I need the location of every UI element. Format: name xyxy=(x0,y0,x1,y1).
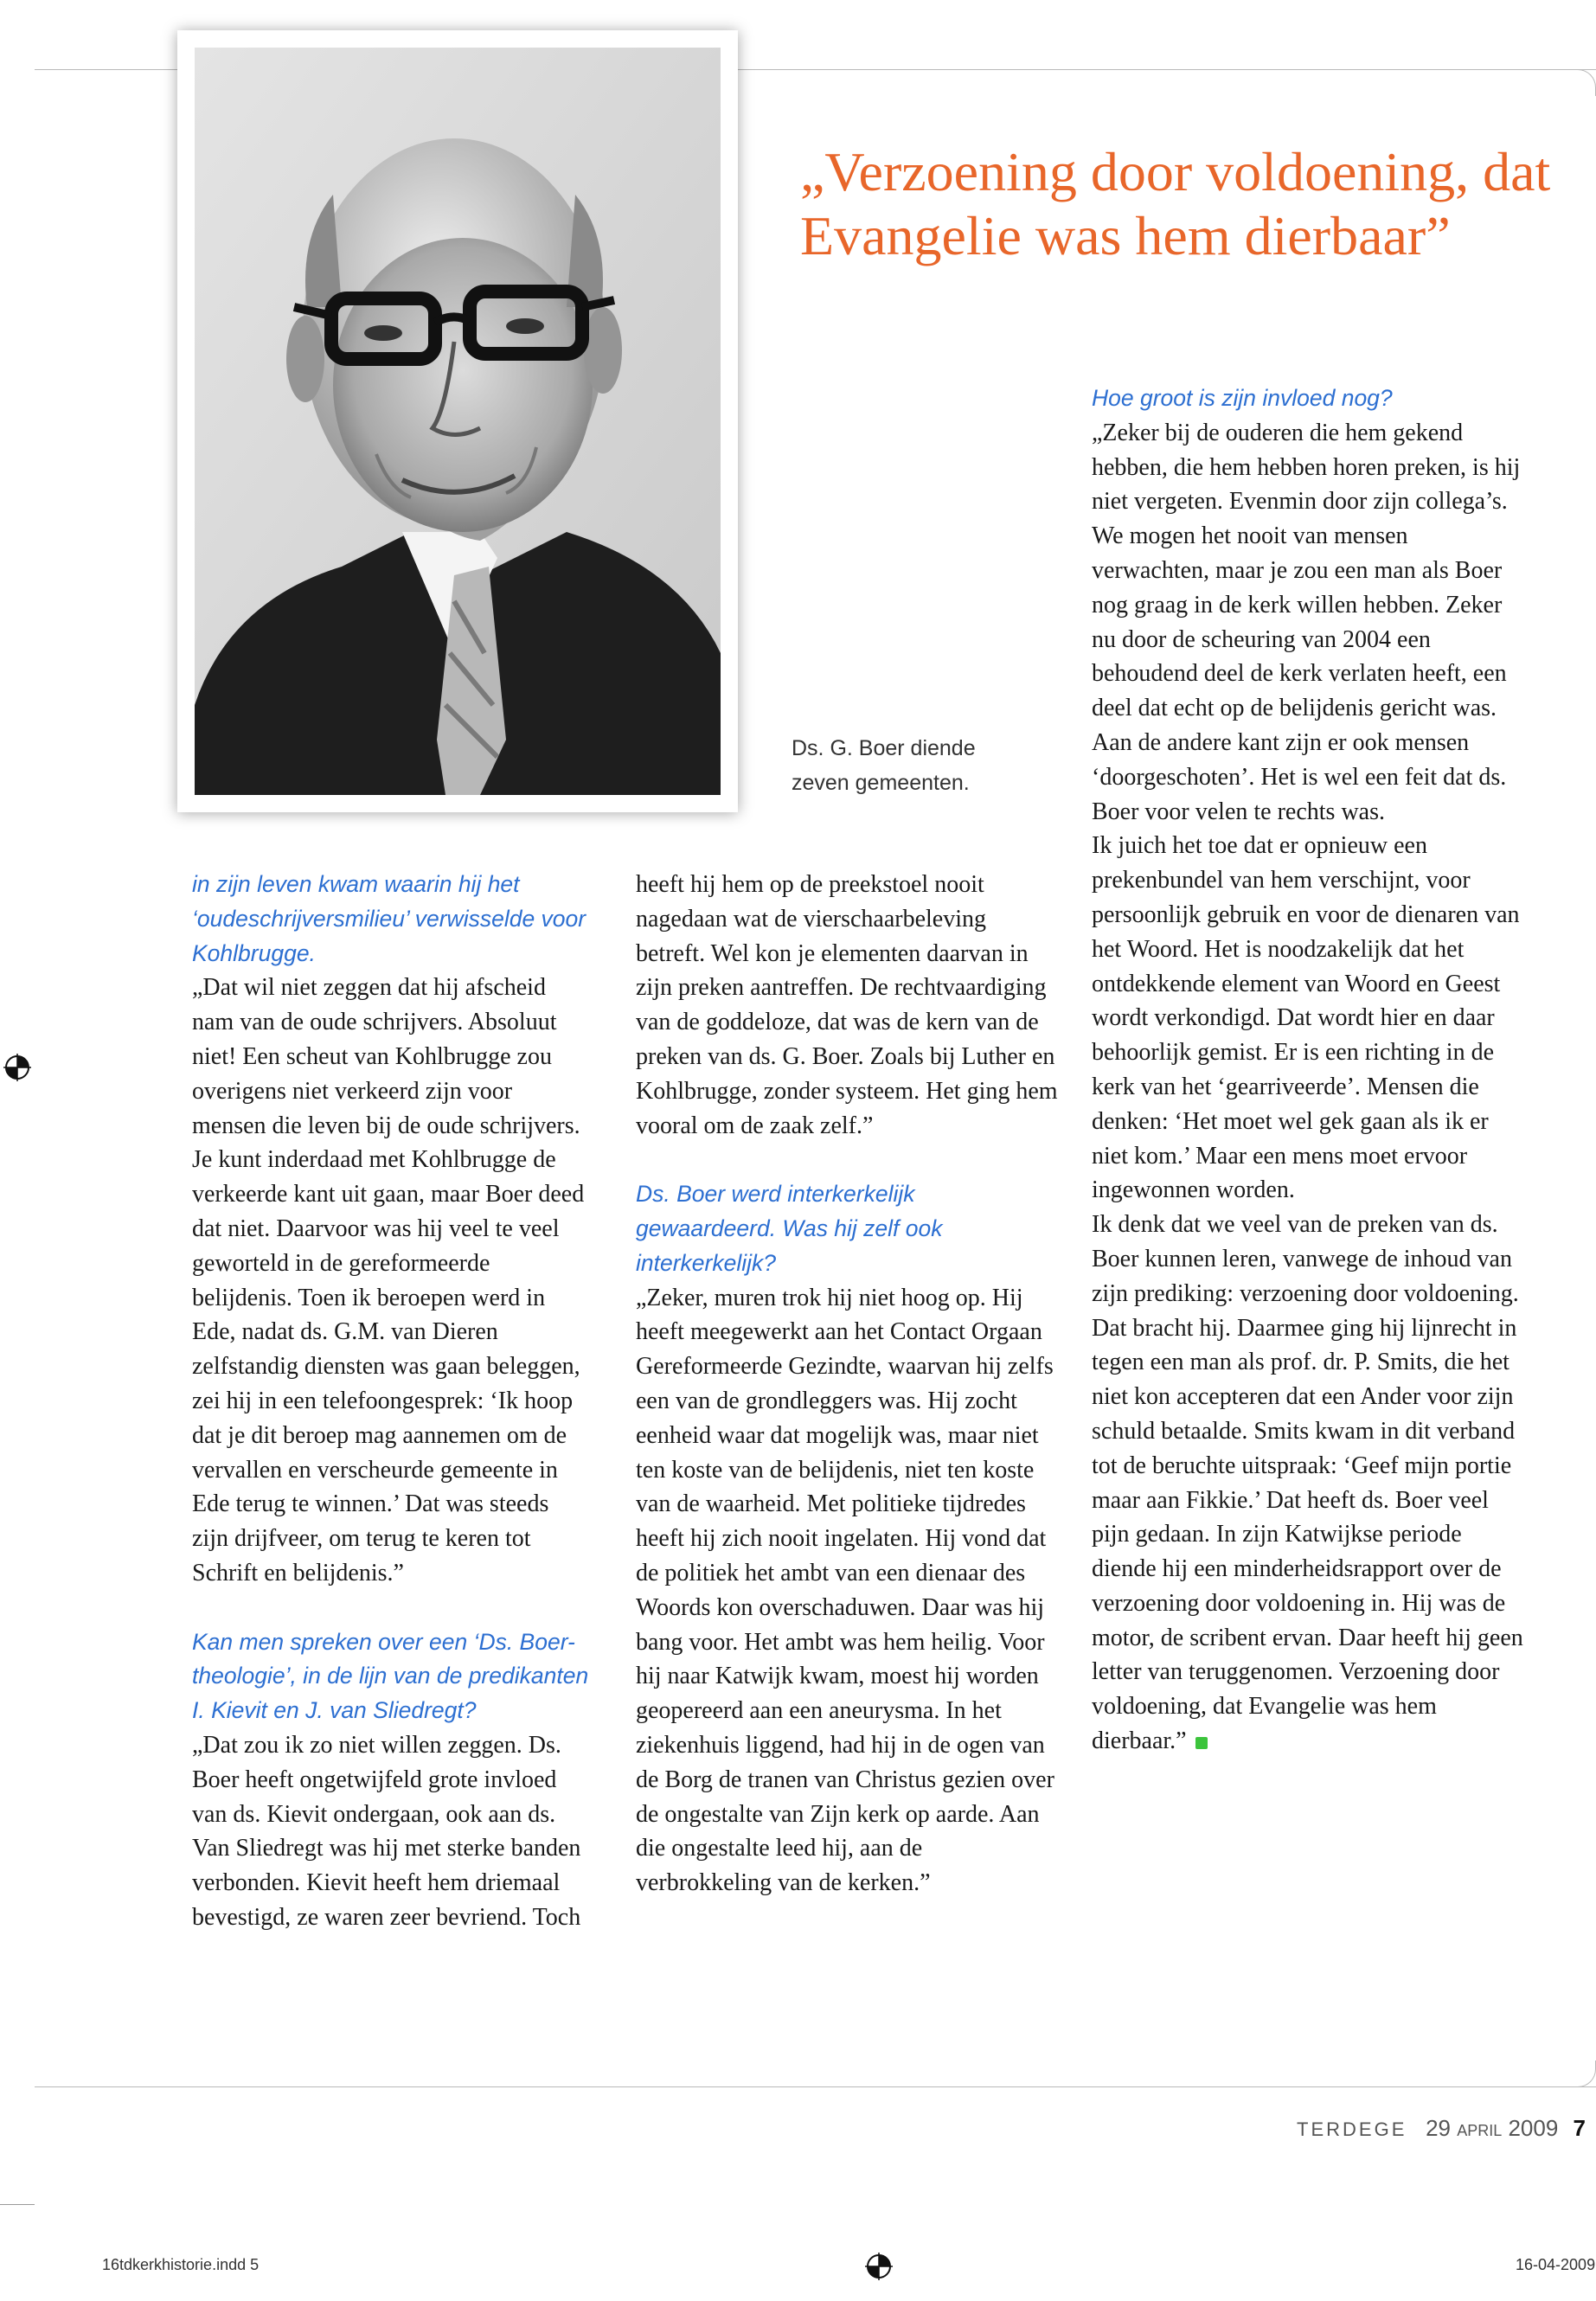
paragraph: heeft hij hem op de preekstoel nooit nagedaan wat de vierschaarbeleving betreft. Wel kon je elementen daarvan in zijn preken aantreffen. De rechtvaardiging van de goddeloze, dat was de kern van de preken van ds. G. Boer. Zoals bij Luther en Kohlbrugge, zonder systeem. Het ging hem vooral om de zaak zelf.” xyxy=(636,871,1058,1139)
top-rule-corner xyxy=(1578,69,1596,96)
slug-filename: 16tdkerkhistorie.indd 5 xyxy=(102,2256,260,2273)
paragraph: „Zeker, muren trok hij niet hoog op. Hij heeft meegewerkt aan het Contact Orgaan Gereformeerde Gezindte, waarvan hij zelfs een van de grondleggers was. Hij zocht eenheid waar dat mogelijk was, maar niet ten koste van de belijdenis, niet ten koste van de waarheid. Met politieke tijdredes heeft hij zich nooit ingelaten. Hij vond dat de politiek het ambt van een dienaar des Woords kon overschaduwen. Daar was hij bang voor. Het ambt was hem heilig. Voor hij naar Katwijk kwam, moest hij worden geopereerd aan een aneurysma. In het ziekenhuis liggend, had hij in de ogen van de Borg de tranen van Christus gezien over de ongestalte van Zijn kerk op aarde. Aan die ongestalte leed hij, aan de verbrokkeling van de kerken.” xyxy=(636,1284,1054,1897)
bottom-rule xyxy=(35,2086,1596,2087)
paragraph: „Dat zou ik zo niet willen zeggen. Ds. Boer heeft ongetwijfeld grote invloed van ds. Kievit ondergaan, ook aan ds. Van Sliedregt was hij met sterke banden verbonden. Kievit heeft hem driemaal bevestigd, ze waren zeer bevriend. Toch xyxy=(192,1731,581,1931)
paragraph: Ik juich het toe dat er opnieuw een prekenbundel van hem verschijnt, voor persoonlijk gebruik en voor de dienaren van het Woord. Het is noodzakelijk dat het ontdekkende element van Woord en Geest wordt verkondigd. Dat wordt hier en daar behoorlijk gemist. Er is een richting in de kerk van het ‘gearriveerde’. Mensen die denken: ‘Het moet wel gek gaan als ik er niet kom.’ Maar een mens moet ervoor ingewonnen worden. xyxy=(1092,832,1520,1204)
trim-mark xyxy=(0,2204,35,2205)
page-number: 7 xyxy=(1573,2115,1586,2141)
paragraph: „Zeker bij de ouderen die hem gekend hebben, die hem hebben horen preken, is hij niet vergeten. Evenmin door zijn collega’s. We mogen het nooit van mensen verwachten, maar je zou een man als Boer nog graag in de kerk willen hebben. Zeker nu door de scheuring van 2004 een behoudend deel de kerk verlaten heeft, een deel dat echt op de belijdenis gericht was. Aan de andere kant zijn er ook mensen ‘doorgeschoten’. Het is wel een feit dat ds. Boer voor velen te rechts was. xyxy=(1092,419,1521,825)
paragraph-text: Ik denk dat we veel van de preken van ds. Boer kunnen leren, vanwege de inhoud van zijn prediking: verzoening door voldoening. Dat bracht hij. Daarmee ging hij lijnrecht in tegen een man als prof. dr. P. Smits, die het niet kon accepteren dat een Ander voor zijn schuld betaalde. Smits kwam in dit verband tot de beruchte uitspraak: ‘Geef mijn portie maar aan Fikkie.’ Dat heeft ds. Boer veel pijn gedaan. In zijn Katwijkse periode diende hij een minderheidsrapport over de verzoening door voldoening in. Hij was de motor, de scribent ervan. Daar heeft hij geen letter van teruggenomen. Verzoening door voldoening, dat Evangelie was hem dierbaar.” xyxy=(1092,1211,1523,1755)
article-column-3 xyxy=(1092,381,1524,1759)
page-folio xyxy=(1297,2115,1586,2142)
question-text: Ds. Boer werd interkerkelijk gewaardeerd. Was hij zelf ook interkerkelijk? xyxy=(636,1181,943,1276)
article-column-2 xyxy=(636,868,1060,1900)
magazine-name: TERDEGE xyxy=(1297,2118,1407,2140)
portrait-frame xyxy=(177,30,738,812)
paragraph xyxy=(1092,1208,1524,1759)
article-column-1 xyxy=(192,868,590,1935)
photo-caption: Ds. G. Boer diende zeven gemeenten. xyxy=(792,736,976,795)
paragraph: „Dat wil niet zeggen dat hij afscheid nam van de oude schrijvers. Absoluut niet! Een scheut van Kohlbrugge zou overigens niet verkeerd zijn voor mensen die leven bij de oude schrijvers. Je kunt inderdaad met Kohlbrugge de verkeerde kant uit gaan, maar Boer deed dat niet. Daarvoor was hij veel te veel geworteld in de gereformeerde belijdenis. Toen ik beroepen werd in Ede, nadat ds. G.M. van Dieren zelfstandig diensten was gaan beleggen, zei hij in een telefoongesprek: ‘Ik hoop dat je dit beroep mag aannemen om de vervallen en verscheurde gemeente in Ede terug te winnen.’ Dat was steeds zijn drijfveer, om terug te keren tot Schrift en belijdenis.” xyxy=(192,974,585,1586)
registration-mark-icon xyxy=(865,2253,893,2280)
question-text: Hoe groot is zijn invloed nog? xyxy=(1092,385,1393,411)
issue-date: 29 april 2009 xyxy=(1426,2115,1559,2141)
registration-mark-icon xyxy=(3,1054,31,1081)
question-text: Kan men spreken over een ‘Ds. Boer-theologie’, in de lijn van de predikanten I. Kievit en J. van Sliedregt? xyxy=(192,1628,589,1724)
end-of-article-icon xyxy=(1195,1737,1208,1749)
bottom-rule-corner xyxy=(1578,2061,1596,2087)
portrait-photo xyxy=(195,48,721,795)
question-text: in zijn leven kwam waarin hij het ‘oudeschrijversmilieu’ verwisselde voor Kohlbrugge. xyxy=(192,871,586,966)
pull-quote: „Verzoening door voldoening, dat Evangelie was hem dierbaar” xyxy=(800,141,1551,266)
slug-date: 16-04-2009 xyxy=(1516,2256,1596,2273)
